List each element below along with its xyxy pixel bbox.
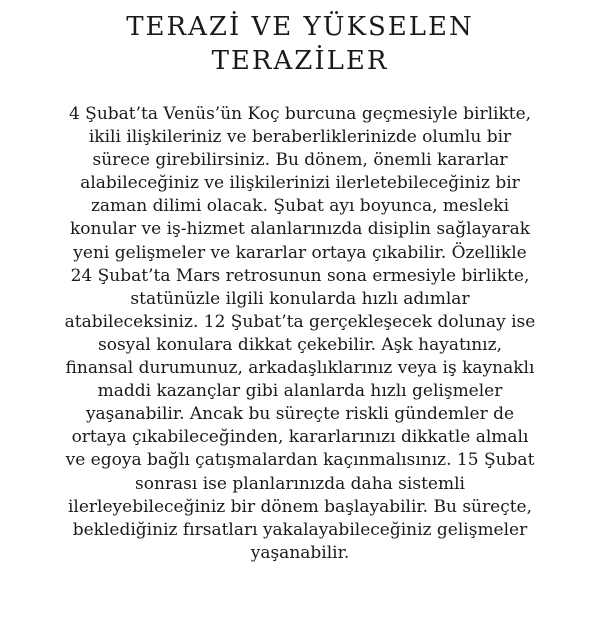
body-line: yeni gelişmeler ve kararlar ortaya çıkabilir. Özellikle: [73, 242, 527, 263]
body-line: sosyal konulara dikkat çekebilir. Aşk hayatınız,: [98, 334, 502, 355]
body-line: yaşanabilir. Ancak bu süreçte riskli gündemler de: [85, 404, 515, 425]
page-title: [0, 10, 600, 78]
article-body: [10, 103, 590, 565]
body-line: yaşanabilir.: [250, 542, 350, 563]
body-line: ortaya çıkabileceğinden, kararlarınızı dikkatle almalı: [71, 427, 529, 448]
body-line: ikili ilişkileriniz ve beraberliklerinizde olumlu bir: [88, 127, 512, 148]
body-line: finansal durumunuz, arkadaşlıklarınız veya iş kaynaklı: [65, 358, 535, 379]
body-line: statünüzle ilgili konularda hızlı adımlar: [130, 288, 470, 309]
body-line: ve egoya bağlı çatışmalardan kaçınmalısınız. 15 Şubat: [65, 450, 535, 471]
title-line: TERAZİLER: [211, 46, 389, 76]
body-line: alabileceğiniz ve ilişkilerinizi ilerletebileceğiniz bir: [80, 173, 520, 194]
body-line: beklediğiniz fırsatları yakalayabileceğiniz gelişmeler: [72, 519, 528, 540]
body-line: zaman dilimi olacak. Şubat ayı boyunca, mesleki: [90, 196, 510, 217]
body-line: 24 Şubat’ta Mars retrosunun sona ermesiyle birlikte,: [70, 265, 530, 286]
body-line: maddi kazançlar gibi alanlarda hızlı gelişmeler: [97, 381, 503, 402]
title-line: TERAZİ VE YÜKSELEN: [126, 12, 474, 42]
body-line: konular ve iş-hizmet alanlarınızda disiplin sağlayarak: [69, 219, 531, 240]
body-line: 4 Şubat’ta Venüs’ün Koç burcuna geçmesiyle birlikte,: [68, 104, 532, 124]
body-line: ilerleyebileceğiniz bir dönem başlayabilir. Bu süreçte,: [67, 496, 533, 517]
body-line: atabileceksiniz. 12 Şubat’ta gerçekleşecek dolunay ise: [64, 311, 536, 332]
body-line: sürece girebilirsiniz. Bu dönem, önemli kararlar: [92, 150, 508, 171]
body-line: sonrası ise planlarınızda daha sistemli: [135, 473, 465, 494]
